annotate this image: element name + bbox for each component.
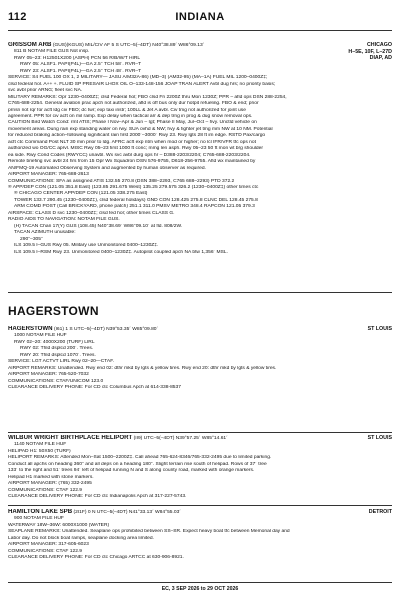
entry-line: (H) TACAN Chan 17(Y) GUS (108.45) N40°38.69´ W86°09.10´ at fld. 808/2W. xyxy=(14,223,183,229)
city-heading: HAGERSTOWN xyxy=(8,304,99,318)
entry-line: 290°–305° xyxy=(20,236,43,242)
effective-dates: EC, 3 SEP 2026 to 29 OCT 2026 xyxy=(161,586,239,592)
entry-line: RADIO AIDS TO NAVIGATION: NOTAM FILE GUS. xyxy=(8,217,120,223)
entry-line: C765-688-2254. General aviation prac apch not authorized, afld is off bus only dur hotpit refueling. FBO & end; prior xyxy=(8,101,259,107)
airport-title-line xyxy=(8,435,392,442)
center-name: ST LOUIS xyxy=(367,435,392,441)
entry-line: AIRPORT REMARKS: Unattended. Rwy end 02: dthr mkd by lgts & yellow tires. Rwy end 20: dthr mkd by lgts & yellow tires. xyxy=(8,365,277,371)
page-number: 112 xyxy=(8,11,27,23)
entry-line: acft ctc Command Post NLT 30 min prior to ldg. AFRC acft exp ntm when mod or higher; no lcl IFR/VFR tfc ops not xyxy=(8,139,256,145)
entry-line: RWY 02: Thld dsplcd 200´. Trees. xyxy=(20,346,94,352)
entry-body xyxy=(8,49,392,256)
state-title: INDIANA xyxy=(175,11,225,23)
entry-line: ILS 109.5 I–GUS Rwy 05. Military use Unmonitored 0400–1230Z‡. xyxy=(14,243,159,249)
airport-ids: (GUS)(KGUS) MIL/CIV AF 5 S UTC–5(–4DT) N40°38.89´ W86°09.13´ xyxy=(52,43,205,48)
page-header xyxy=(8,11,392,28)
entry-line: SERVICE: LGT ACTVT LIRL Rwy 02–20—CTAF. xyxy=(8,359,114,365)
entry-line: CLEARANCE DELIVERY PHONE: For CD ctc Indianapolis Apch at 317-227-5743. xyxy=(8,494,187,500)
entry-line: HELIPORT REMARKS: Attended Mon–Sat 1500–2200Z‡. Call ahead 765-624-8346/765-332-2495 due to limited parking. xyxy=(8,455,272,461)
entry-line: authorized wo OG/CC aprvl. MISC Rwy 05–23 first 1000 ft conc; mmg len asph. Rwy 05–23 50 ft mon wt brg shoulder xyxy=(8,146,263,152)
entry-line: agreement. PPR for civ acft on mil ramp. Exp delay when tactical arr & dep trng in prog & dug snow removal ops. xyxy=(8,113,253,119)
center-name: DETROIT xyxy=(368,509,392,515)
entry-line: COMMUNICATIONS: CTAF 122.9 xyxy=(8,487,83,493)
entry-body xyxy=(8,442,392,500)
entry-line: COMMUNICATIONS: CTAF 122.9 xyxy=(8,548,83,554)
section-rule xyxy=(8,432,392,433)
entry-line: Labor day. Do not block boat ramps, seaplane docking area limited. xyxy=(8,535,154,541)
entry-line: TOWER 133.7 290.45 (1230–0400Z‡), clsd federal holidays) GND CON 128.425 275.8 CLNC DEL 128.45 275.8 xyxy=(14,197,258,203)
entry-line: RWY 05: ALSF1. PAPI(P4L)—GA 2.5° TCH 58´. RVR–T xyxy=(20,62,142,68)
entry-line: AIRSPACE: CLASS D svc 1230–0400Z‡; clsd fed hol; other times CLASS G. xyxy=(8,210,175,216)
entry-line: AIRPORT MANAGER: 765-688-2613 xyxy=(8,172,89,178)
chart-ref-2: DIAP, AD xyxy=(369,55,392,61)
airport-title-line xyxy=(8,509,392,516)
entry-line: COMMUNICATIONS: SFA as assigned ATIS 132.55 270.8 (DSN 388–2293, C765 688–2293) PTD 372.2 xyxy=(8,178,235,184)
entry-line: AN/FMQ-19 Automated Observing System and augmented by human observer as required. xyxy=(8,165,206,171)
chart-refs xyxy=(348,42,392,62)
entry-body xyxy=(8,333,392,391)
entry-line: SERVICE: S4 FUEL 100 OX 1, 2 MILITARY— JASU A/M32A-86) (MD–3) (AM32-95) (MA–1A) FUEL MIL 1200–0400Z‡; xyxy=(8,75,268,81)
entry-line: 900 NOTAM FILE HUF xyxy=(14,516,64,522)
airport-title-line xyxy=(8,326,392,333)
airport-name: HAGERSTOWN xyxy=(8,326,53,332)
entry-line: Helipad H1 marked with stone markers. xyxy=(8,474,94,480)
entry-line: AIRPORT MANAGER: 317-605-6023 xyxy=(8,542,89,548)
entry-line: TACAN AZIMUTH unusable: xyxy=(14,230,76,236)
entry-line: Remote briefing svc avbl 24 hrs from 15 Opr Wx Squadron DSN 576-9755, D618-256-9755. Afld wx maintained by xyxy=(8,159,256,165)
footer-rule xyxy=(8,582,392,583)
entry-line: 811 B NOTAM FILE GUS Not insp. xyxy=(14,49,90,55)
entry-line: ® CHICAGO CENTER APP/DEP CON (121.05 338.275 East) xyxy=(14,191,148,197)
airport-name: GRISSOM ARB xyxy=(8,42,52,48)
airport-entry-hamilton xyxy=(8,509,392,581)
entry-line: Conduct all apchs on heading 360° and all deps on a heading 180°. Slight terrain rise south of helipad. Rows of 37´ tree xyxy=(8,461,267,467)
entry-line: RWY 02–20: 4000X200 (TURF) LIRL xyxy=(14,339,95,345)
entry-line: for reduced braking action–following significant rain first 2000´–3000´ Rwy 23. Rwy lgts 28 ft im edge. RSTD Pax/cargo xyxy=(8,133,266,139)
airport-name: WILBUR WRIGHT BIRTHPLACE HELIPORT xyxy=(8,435,133,441)
entry-line: RWY 20: Thld dsplcd 1070´. Trees. xyxy=(20,352,96,358)
entry-line: movement areas. Dung rain exp standing water on rwy. SUA ovhd & NW; hvy & fighter jet tmg mm NW at 10 NM. Potential xyxy=(8,126,273,132)
airport-entry-hagerstown xyxy=(8,326,392,430)
entry-line: SEAPLANE REMARKS: Unattended. Seaplane ops prohibited between SS–SR. Expect heavy boat tfc between Memorial day and xyxy=(8,529,290,535)
airport-ids: (2I1F) 0 N UTC–5(–4DT) N41°33.13´ W84°55.03´ xyxy=(73,510,181,515)
entry-line: AIRPORT MANAGER: (765) 332-2495 xyxy=(8,481,92,487)
entry-line: MILITARY REMARKS: Opr 1230–0400Z‡; clsd Federal hol; FBO clsd Fri 2200Z thru Mon 1230Z; PPR – afld ops DSN 288-2254, xyxy=(8,94,287,100)
entry-line: RWY 05–23: H12501X200 (ASPH) PCN 56 R/B/W/T HIRL xyxy=(14,55,141,61)
entry-line: HELIPAD H1: 50X50 (TURF) xyxy=(8,448,71,454)
airport-entry-wilbur xyxy=(8,435,392,502)
entry-line: WATERWAY 18W–36W: 6000X1000 (WATER) xyxy=(8,522,110,528)
entry-line: prnsn not rqr for acft ldg civ FBO; dc twr; exp taxi instr; 100LL & Jet A avbl. Civ tmg not authorized for joint use xyxy=(8,107,246,113)
entry-body xyxy=(8,516,392,561)
entry-line: RWY 23: ALSF1. PAPI(P4L)—GA 2.5° TCH 48´. RVR–T xyxy=(20,68,142,74)
airport-ids: (II9) UTC–5(–4DT) N39°57.25´ W85°14.61´ xyxy=(133,436,228,441)
entry-line: ARM COMD POST (Call BRICKYARD, phone patch) 251.1 311.0 PMSV METRO 348.4 RAPCON 121.05 379.3 xyxy=(14,204,255,210)
section-rule xyxy=(8,505,392,506)
entry-line: 1000 NOTAM FILE HUF xyxy=(14,333,67,339)
chart-ref-1: H–5E, 10F, L–27D xyxy=(348,48,392,55)
entry-line: ® APP/DEP CON (121.05 351.8 East) (123.85 291.675 West) 135.25 279.575 326.2 (1230–0400Z‡) other times ctc xyxy=(8,184,259,190)
entry-line: CAUTION Bird Watch Cond: rmt ATIS; Phase I Nov–Apr & Jun – Igt; Phase II May, Jul–Oct – hvy. Unctld vehicle on xyxy=(8,120,257,126)
entry-line: clsd federal hol. A++ +. FLUID SP PRESAIR LHOX OIL O–133-148-156 JOAP TRAN ALERT Avbl dug hrs; no priority basis; xyxy=(8,81,276,87)
entry-line: 1140 NOTAM FILE HUF xyxy=(14,442,67,448)
entry-line: COMMUNICATIONS: CTAF/UNICOM 123.0 xyxy=(8,378,104,384)
section-rule xyxy=(8,292,392,293)
center-name: ST LOUIS xyxy=(367,326,392,332)
entry-line: AIRPORT MANAGER: 765-520-7032 xyxy=(8,372,89,378)
airport-ids: (I61) 1 S UTC–5(–4DT) N39°53.35´ W85°09.80´ xyxy=(53,327,159,332)
airport-name: HAMILTON LAKE SPB xyxy=(8,509,73,515)
entry-line: 133´ to the right and 51´ trees 94´ left of helipad running N and S along county road, marked with orange markers. xyxy=(8,468,255,474)
entry-line: CLEARANCE DELIVERY PHONE: For CD ctc Columbus Apch at 614-338-8537 xyxy=(8,385,181,391)
entry-line: ILS 109.5 I–RSM Rwy 23. Unmonitored 0400–1230Z‡. Autopilot coupled apch NA btw 1,356´ MSL. xyxy=(14,249,228,255)
airport-entry-grissom xyxy=(8,42,392,288)
header-rule xyxy=(8,30,392,31)
entry-line: ea side. Rwy Cond Codes (RWYCC) unavbl. Wx svc avbl durg ops hr – D388-2203/2204; C765-688-2203/2204. xyxy=(8,152,251,158)
entry-line: CLEARANCE DELIVERY PHONE: For CD ctc Chicago ARTCC at 630-906-8921. xyxy=(8,555,184,561)
center-name: CHICAGO xyxy=(366,42,392,48)
entry-line: svc avbl prior ARNG; fleet svc NA. xyxy=(8,88,83,94)
airport-title-line xyxy=(8,42,392,49)
